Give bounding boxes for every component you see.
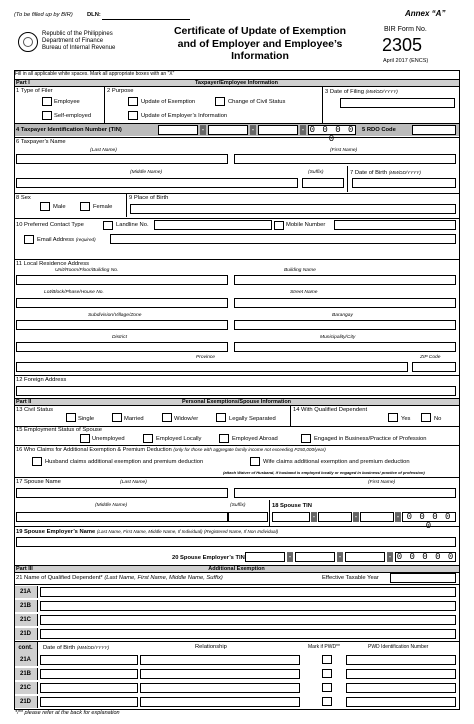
pwd-header: Mark if PWD** — [308, 644, 340, 650]
landline-checkbox[interactable] — [103, 221, 113, 230]
row-21c-label-2: 21C — [14, 682, 38, 694]
tin-part-2[interactable] — [208, 125, 248, 135]
dependent-21d-relationship[interactable] — [140, 697, 300, 707]
divider — [14, 375, 459, 376]
spouse-middle-name-field[interactable] — [16, 512, 228, 522]
dependent-21d-dob[interactable] — [40, 697, 138, 707]
dependent-21a-pwd-id[interactable] — [346, 655, 456, 665]
f3-text: 3 Date of Filing — [325, 89, 364, 95]
form-title-line-1: Certificate of Update of Exemption — [173, 25, 347, 37]
part3-header — [14, 565, 459, 573]
street-caption: Street Name — [290, 290, 318, 295]
yes-label: Yes — [401, 416, 411, 422]
divider — [126, 194, 127, 217]
district-field[interactable] — [16, 342, 228, 352]
first-name-field[interactable] — [234, 154, 456, 164]
part3-label: Part III — [16, 566, 33, 572]
f3-label — [325, 88, 398, 96]
wife-claims-label: Wife claims additional exemption and premium deduction — [263, 459, 410, 465]
spouse-last-name-field[interactable] — [16, 488, 228, 498]
dln-field[interactable] — [102, 19, 190, 20]
f21-text: 21 Name of Qualified Dependent* — [16, 575, 103, 581]
part3-title: Additional Exemption — [208, 566, 265, 572]
tin-part-1[interactable] — [158, 125, 198, 135]
pwd-id-header: PWD Identification Number — [368, 644, 429, 650]
yes-checkbox[interactable] — [388, 413, 398, 422]
dob-format: (MM/DD/YYYY) — [76, 645, 110, 650]
email-label — [37, 236, 96, 244]
divider — [14, 477, 459, 478]
rdo-code-field[interactable] — [412, 125, 456, 135]
employed-abroad-label: Employed Abroad — [232, 436, 278, 442]
last-name-caption: (Last Name) — [90, 148, 117, 153]
middle-name-caption: (Middle Name) — [130, 170, 163, 175]
form-title-line-2: and of Employer and Employee’s — [177, 37, 343, 50]
dln-label: DLN: — [87, 12, 101, 18]
change-civil-status-checkbox[interactable] — [215, 97, 225, 106]
dash-icon: - — [338, 552, 342, 561]
divider — [14, 193, 459, 194]
dependent-21a-dob[interactable] — [40, 655, 138, 665]
divider — [14, 137, 459, 138]
dependent-21c-pwd-checkbox[interactable] — [322, 683, 332, 692]
f16-label — [16, 446, 326, 454]
date-of-filing-field[interactable] — [340, 98, 455, 108]
spouse-suffix-field[interactable] — [228, 512, 268, 522]
effective-year-label: Effective Taxable Year — [322, 575, 379, 581]
divider — [14, 526, 459, 527]
female-label: Female — [93, 204, 113, 210]
row-21b-label-2: 21B — [14, 668, 38, 680]
f16-note: (only for those with aggregate family income not exceeding P250,000/year) — [173, 447, 326, 452]
subdivision-caption: Subdivision/Village/Zone — [88, 313, 142, 318]
dash-icon: - — [354, 512, 358, 521]
lot-field[interactable] — [16, 298, 228, 308]
dependent-21b-pwd-checkbox[interactable] — [322, 669, 332, 678]
spouse-tin-part-1[interactable] — [272, 512, 310, 522]
f4-label: 4 Taxpayer Identification Number (TIN) — [16, 127, 122, 133]
f12-label: 12 Foreign Address — [16, 377, 67, 383]
form-title-line-3: Information — [231, 50, 289, 62]
f15-label: 15 Employment Status of Spouse — [16, 427, 103, 433]
no-label: No — [434, 416, 442, 422]
dependent-21d-pwd-id[interactable] — [346, 697, 456, 707]
dependent-21a-name[interactable] — [40, 587, 456, 597]
f17-label: 17 Spouse Name — [16, 479, 61, 485]
agency-line-1: Republic of the Philippines — [42, 31, 113, 37]
municipality-field[interactable] — [234, 342, 456, 352]
dash-icon: - — [288, 552, 292, 561]
f9-label: 9 Place of Birth — [129, 195, 169, 201]
email-required: (required) — [75, 237, 96, 242]
spouse-employer-name-field[interactable] — [16, 537, 456, 547]
dependent-21d-name[interactable] — [40, 629, 456, 639]
update-exemption-checkbox[interactable] — [128, 97, 138, 106]
divider — [290, 406, 291, 426]
husband-claims-checkbox[interactable] — [32, 457, 42, 466]
f7-format: (MM/DD/YYYY) — [388, 170, 421, 175]
divider — [347, 166, 348, 192]
waiver-note: (attach Waiver of Husband, if husband is employed locally or engaged in business/ practice of profession) — [223, 470, 425, 475]
date-of-birth-field[interactable] — [352, 178, 456, 188]
employer-tin-part-1[interactable] — [245, 552, 285, 562]
dash-icon: - — [312, 512, 316, 521]
mobile-field[interactable] — [334, 220, 456, 230]
spouse-middle-caption: (Middle Name) — [95, 503, 128, 508]
suffix-caption: (Suffix) — [308, 170, 324, 175]
part2-title: Personal Exemptions/Spouse Information — [181, 399, 292, 405]
divider — [14, 641, 459, 642]
dash-icon: - — [201, 125, 205, 134]
f7-text: 7 Date of Birth — [350, 170, 388, 176]
wife-claims-checkbox[interactable] — [250, 457, 260, 466]
divider — [104, 87, 105, 123]
employed-locally-label: Employed Locally — [156, 436, 202, 442]
building-caption: Building Name — [284, 268, 316, 273]
foreign-address-field[interactable] — [16, 386, 456, 396]
husband-claims-label: Husband claims additional exemption and premium deduction — [45, 459, 204, 465]
f14-label: 14 With Qualified Dependent — [293, 407, 368, 413]
spouse-tin-part-3[interactable] — [360, 512, 394, 522]
suffix-field[interactable] — [302, 178, 344, 188]
form-number: 2305 — [382, 35, 423, 55]
zip-caption: ZIP Code — [420, 355, 441, 360]
update-employer-checkbox[interactable] — [128, 111, 138, 120]
self-employed-checkbox[interactable] — [42, 111, 52, 120]
f16-text: 16 Who Claims for Additional Exemption & Premium Deduction — [16, 447, 172, 453]
dependent-21b-pwd-id[interactable] — [346, 669, 456, 679]
landline-label: Landline No. — [116, 222, 149, 228]
single-checkbox[interactable] — [66, 413, 76, 422]
row-21b-label: 21B — [14, 600, 38, 612]
business-checkbox[interactable] — [301, 434, 311, 443]
unemployed-checkbox[interactable] — [80, 434, 90, 443]
divider — [269, 500, 270, 526]
mobile-checkbox[interactable] — [274, 221, 284, 230]
dependent-21a-pwd-checkbox[interactable] — [322, 655, 332, 664]
spouse-last-caption: (Last Name) — [120, 480, 147, 485]
part1-label: Part I — [16, 80, 30, 86]
street-field[interactable] — [234, 298, 456, 308]
employed-abroad-checkbox[interactable] — [219, 434, 229, 443]
married-label: Married — [124, 416, 144, 422]
f20-label: 20 Spouse Employer’s TIN — [172, 555, 245, 561]
widow-checkbox[interactable] — [162, 413, 172, 422]
spouse-tin-part-2[interactable] — [318, 512, 352, 522]
district-caption: District — [112, 335, 127, 340]
dependent-21c-name[interactable] — [40, 615, 456, 625]
unit-field[interactable] — [16, 275, 228, 285]
f18-label: 18 Spouse TIN — [272, 503, 312, 509]
dependent-21b-relationship[interactable] — [140, 669, 300, 679]
province-field[interactable] — [16, 362, 408, 372]
dependent-21b-name[interactable] — [40, 601, 456, 611]
email-checkbox[interactable] — [24, 235, 34, 244]
f7-label — [350, 169, 421, 177]
footnote: */** please refer at the back for explanation — [15, 710, 120, 716]
f8-label: 8 Sex — [16, 195, 31, 201]
f19-note: (Last Name, First Name, Middle Name, If Individual) (Registered Name, If Non Individual) — [96, 529, 279, 534]
divider — [14, 259, 459, 260]
spouse-first-caption: (First Name) — [368, 480, 396, 485]
employed-locally-checkbox[interactable] — [143, 434, 153, 443]
dependent-21c-dob[interactable] — [40, 683, 138, 693]
f19-text: 19 Spouse Employer’s Name — [16, 529, 96, 535]
province-caption: Province — [196, 355, 216, 360]
effective-year-field[interactable] — [390, 573, 456, 583]
employee-checkbox[interactable] — [42, 97, 52, 106]
zip-field[interactable] — [412, 362, 456, 372]
building-field[interactable] — [234, 275, 456, 285]
email-text: Email Address — [37, 237, 75, 243]
dash-icon: - — [388, 552, 392, 561]
dependent-21c-relationship[interactable] — [140, 683, 300, 693]
employer-tin-branch[interactable]: 0 0 0 0 0 — [396, 552, 455, 562]
divider — [14, 218, 459, 219]
widow-label: Widow/er — [174, 416, 199, 422]
row-21d-label-2: 21D — [14, 696, 38, 708]
agency-line-2: Department of Finance — [42, 38, 104, 44]
part2-label: Part II — [16, 399, 32, 405]
mobile-label: Mobile Number — [286, 222, 326, 228]
place-of-birth-field[interactable] — [130, 204, 456, 214]
update-exemption-label: Update of Exemption — [141, 99, 196, 105]
self-employed-label: Self-employed — [54, 113, 92, 119]
landline-field[interactable] — [154, 220, 272, 230]
tin-branch-code[interactable]: 0 0 0 0 0 — [309, 125, 355, 144]
f5-label: 5 RDO Code — [362, 127, 396, 133]
email-field[interactable] — [110, 234, 456, 244]
f21-note: (Last Name, First Name, Middle Name, Suffix) — [104, 575, 223, 581]
first-name-caption: (First Name) — [330, 148, 358, 153]
f3-format: (MM/DD/YYYY) — [365, 89, 398, 94]
form-version: April 2017 (ENCS) — [383, 58, 429, 64]
barangay-field[interactable] — [234, 320, 456, 330]
dependent-21c-pwd-id[interactable] — [346, 683, 456, 693]
dob-text: Date of Birth — [43, 645, 76, 651]
f2-label: 2 Purpose — [107, 88, 134, 94]
relationship-header: Relationship — [195, 644, 227, 650]
married-checkbox[interactable] — [112, 413, 122, 422]
f13-label: 13 Civil Status — [16, 407, 54, 413]
business-label: Engaged in Business/Practice of Profession — [314, 436, 427, 442]
lot-caption: Lot/Block/Phase/House No. — [44, 290, 104, 295]
f1-label: 1 Type of Filer — [16, 88, 53, 94]
middle-name-field[interactable] — [16, 178, 298, 188]
single-label: Single — [78, 416, 95, 422]
form-label: BIR Form No. — [384, 26, 427, 33]
municipality-caption: Municipality/City — [320, 335, 356, 340]
unemployed-label: Unemployed — [92, 436, 125, 442]
row-21c-label: 21C — [14, 614, 38, 626]
row-21a-label-2: 21A — [14, 654, 38, 666]
spouse-first-name-field[interactable] — [234, 488, 456, 498]
instruction-text: Fill in all applicable white spaces. Mark all appropriate boxes with an “X” — [15, 71, 175, 77]
update-employer-label: Update of Employer’s Information — [141, 113, 228, 119]
row-21d-label: 21D — [14, 628, 38, 640]
part2-header — [14, 398, 459, 406]
spouse-tin-branch[interactable]: 0 0 0 0 0 — [402, 512, 456, 522]
f19-label — [16, 528, 278, 536]
part1-title: Taxpayer/Employee Information — [194, 80, 279, 86]
dob-header — [43, 644, 109, 652]
form-title — [140, 25, 380, 63]
separated-label: Legally Separated — [229, 416, 276, 422]
change-civil-status-label: Change of Civil Status — [228, 99, 286, 105]
f6-label: 6 Taxpayer’s Name — [16, 139, 66, 145]
annex-label: Annex “A” — [405, 9, 446, 18]
male-label: Male — [53, 204, 66, 210]
dependent-21a-relationship[interactable] — [140, 655, 300, 665]
f10-label: 10 Preferred Contact Type — [16, 222, 84, 228]
divider — [322, 87, 323, 123]
employee-label: Employee — [54, 99, 80, 105]
part1-header — [14, 79, 459, 87]
barangay-caption: Barangay — [332, 313, 353, 318]
female-checkbox[interactable] — [80, 202, 90, 211]
dash-icon: - — [251, 125, 255, 134]
f11-label: 11 Local Residence Address — [16, 261, 90, 267]
f21-label — [16, 575, 223, 582]
male-checkbox[interactable] — [40, 202, 50, 211]
divider — [14, 584, 459, 585]
no-checkbox[interactable] — [421, 413, 431, 422]
tin-part-3[interactable] — [258, 125, 298, 135]
dash-icon: - — [301, 125, 305, 134]
cont-label: cont. — [14, 642, 38, 654]
subdivision-field[interactable] — [16, 320, 228, 330]
unit-caption: Unit/Room/Floor/Building No. — [55, 268, 119, 273]
employer-tin-part-2[interactable] — [295, 552, 335, 562]
filled-by-note: (To be filled up by BIR) — [14, 12, 73, 18]
row-21a-label: 21A — [14, 586, 38, 598]
agency-line-3: Bureau of Internal Revenue — [42, 45, 116, 51]
dash-icon: - — [396, 512, 400, 521]
spouse-suffix-caption: (Suffix) — [230, 503, 246, 508]
employer-tin-part-3[interactable] — [345, 552, 385, 562]
dependent-21b-dob[interactable] — [40, 669, 138, 679]
dependent-21d-pwd-checkbox[interactable] — [322, 697, 332, 706]
separated-checkbox[interactable] — [216, 413, 226, 422]
last-name-field[interactable] — [16, 154, 228, 164]
bir-seal-icon — [18, 32, 38, 52]
